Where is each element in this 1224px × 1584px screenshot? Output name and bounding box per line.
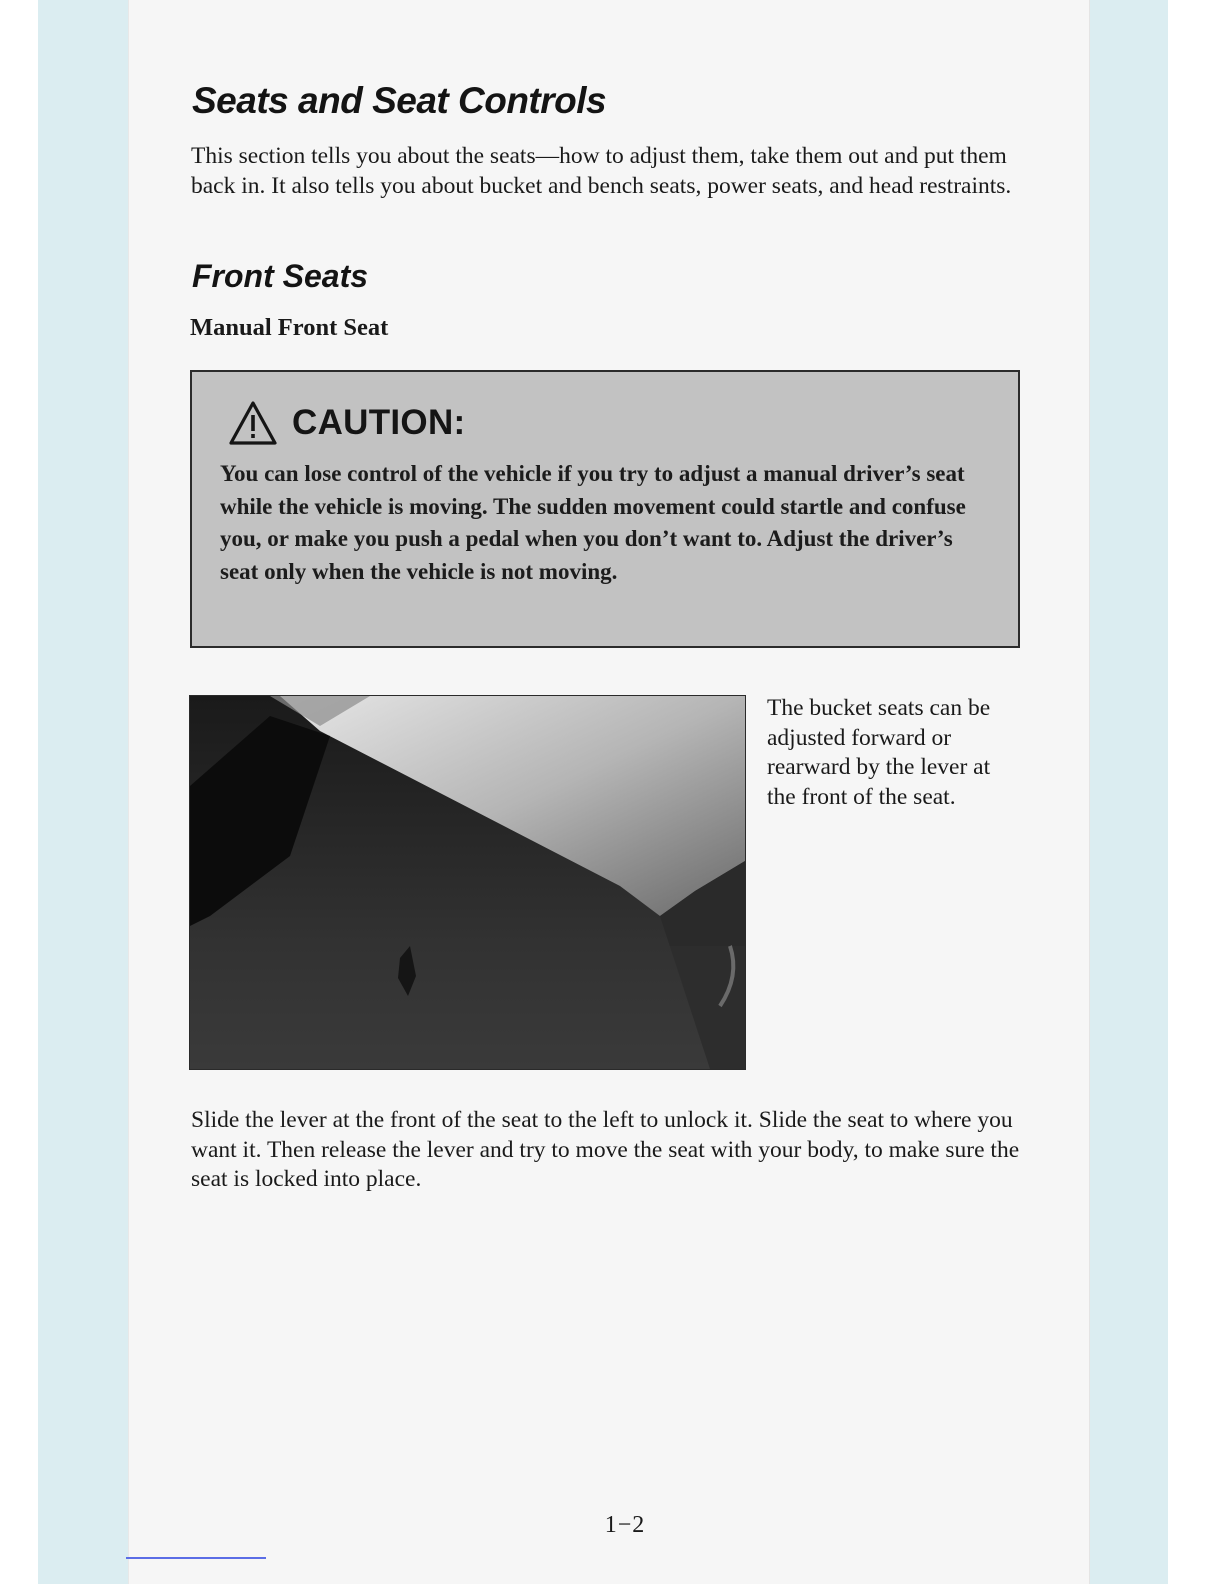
lever-instructions: Slide the lever at the front of the seat to the left to unlock it. Slide the seat to where you want it. Then release the lever and try to move the seat with your body, to make sure the seat is locked into place. bbox=[191, 1107, 1020, 1192]
section-title: Seats and Seat Controls bbox=[192, 80, 607, 121]
caution-text: You can lose control of the vehicle if you try to adjust a manual driver’s seat while the vehicle is moving. The sudden movement could startle and confuse you, or make you push a pedal when you don’t want to. Adjust the driver’s seat only when the vehicle is not moving. bbox=[220, 461, 966, 584]
warning-triangle-icon bbox=[228, 400, 278, 446]
seat-lever-photo bbox=[189, 695, 746, 1070]
front-seats-heading: Front Seats bbox=[192, 258, 369, 294]
caution-box bbox=[190, 370, 1020, 648]
caution-label: CAUTION: bbox=[292, 403, 466, 442]
right-margin-band bbox=[1088, 0, 1168, 1584]
manual-front-seat-heading: Manual Front Seat bbox=[190, 314, 389, 341]
left-margin-band bbox=[38, 0, 128, 1584]
edge-rule bbox=[126, 1557, 266, 1559]
caution-header bbox=[228, 400, 466, 446]
seat-adjust-caption: The bucket seats can be adjusted forward or rearward by the lever at the front of the seat. bbox=[767, 695, 991, 810]
intro-paragraph: This section tells you about the seats—how to adjust them, take them out and put them back in. It also tells you about bucket and bench seats, power seats, and head restraints. bbox=[191, 143, 1012, 199]
page-number: 1−2 bbox=[604, 1512, 646, 1538]
